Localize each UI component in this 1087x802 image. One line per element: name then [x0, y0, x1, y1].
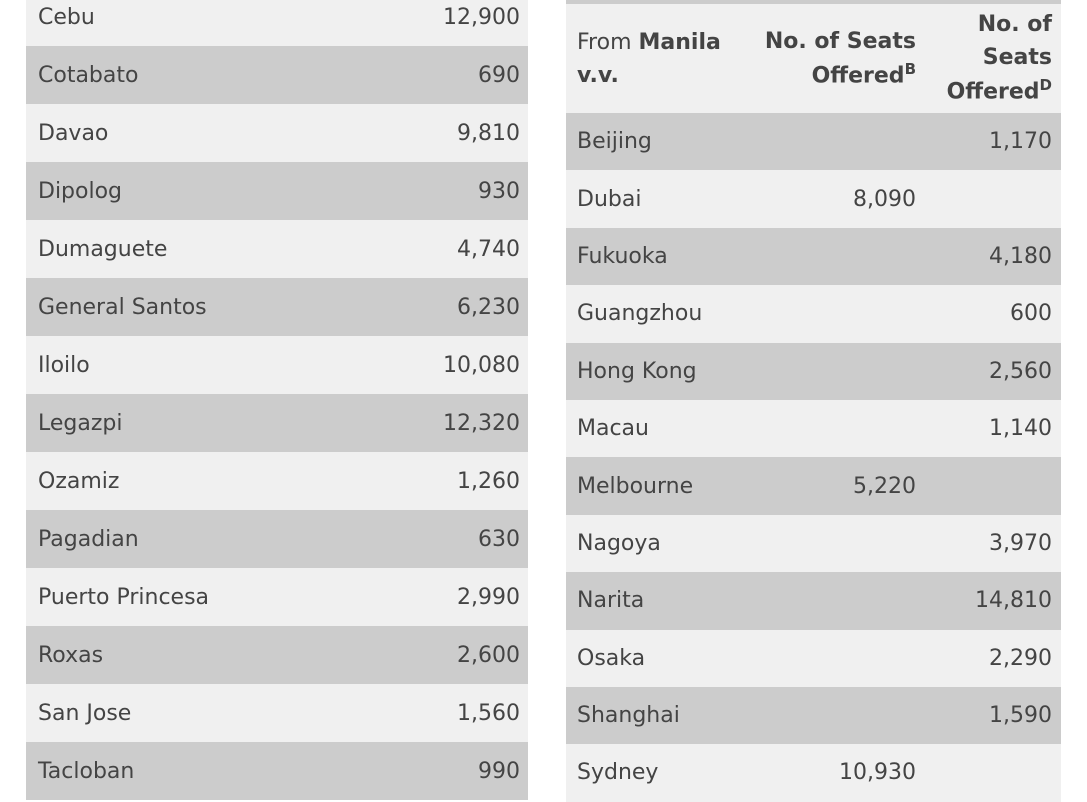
- table-row: [26, 568, 528, 626]
- table-row: [566, 343, 1061, 400]
- seats-offered: 10,080: [443, 352, 520, 378]
- seats-offered: 12,320: [443, 410, 520, 436]
- city-name: Iloilo: [38, 352, 90, 378]
- city-name: Fukuoka: [577, 243, 668, 269]
- seats-offered: 1,560: [457, 700, 520, 726]
- city-name: Puerto Princesa: [38, 584, 210, 610]
- header-from-label: From: [577, 29, 632, 55]
- seats-offered-b: 10,930: [839, 760, 916, 786]
- city-name: Tacloban: [38, 758, 135, 784]
- city-name: Melbourne: [577, 473, 694, 499]
- city-name: Pagadian: [38, 526, 139, 552]
- table-row: [566, 457, 1061, 514]
- header-b-line1: No. of Seats: [764, 28, 916, 54]
- footnote-d-marker: D: [1039, 76, 1052, 95]
- city-name: Narita: [577, 588, 645, 614]
- table-row: [566, 170, 1061, 227]
- seats-offered-b: 5,220: [853, 473, 916, 499]
- city-name: Hong Kong: [577, 358, 697, 384]
- seats-offered-d: 2,290: [989, 645, 1052, 671]
- seats-offered: 4,740: [457, 236, 520, 262]
- city-name: Shanghai: [577, 703, 680, 729]
- table-row: [26, 104, 528, 162]
- seats-offered-d: 4,180: [989, 243, 1052, 269]
- city-name: Macau: [577, 416, 649, 442]
- city-name: Roxas: [38, 642, 104, 668]
- international-seats-table: [566, 0, 1061, 802]
- seats-offered: 1,260: [457, 468, 520, 494]
- city-name: Sydney: [577, 760, 659, 786]
- table-row: [566, 113, 1061, 170]
- table-row: [566, 630, 1061, 687]
- table-row: [566, 400, 1061, 457]
- seats-offered: 930: [478, 178, 520, 204]
- seats-offered: 6,230: [457, 294, 520, 320]
- domestic-seats-table: [26, 0, 528, 800]
- table-row: [566, 687, 1061, 744]
- city-name: Dumaguete: [38, 236, 168, 262]
- table-row: [26, 336, 528, 394]
- seats-offered-d: 1,170: [989, 129, 1052, 155]
- seats-offered-b: 8,090: [853, 186, 916, 212]
- table-row: [26, 220, 528, 278]
- seats-offered-d: 1,590: [989, 703, 1052, 729]
- seats-offered: 2,600: [457, 642, 520, 668]
- city-name: Ozamiz: [38, 468, 120, 494]
- city-name: Guangzhou: [577, 301, 703, 327]
- table-row: [566, 515, 1061, 572]
- seats-offered-d: 600: [1010, 301, 1052, 327]
- city-name: Davao: [38, 120, 109, 146]
- city-name: Osaka: [577, 645, 646, 671]
- city-name: Dipolog: [38, 178, 123, 204]
- seats-offered-d: 1,140: [989, 416, 1052, 442]
- table-row: [26, 278, 528, 336]
- header-d-line2: Seats: [982, 45, 1052, 71]
- domestic-rows: [26, 0, 528, 800]
- seats-offered-d: 14,810: [975, 588, 1052, 614]
- seats-offered: 630: [478, 526, 520, 552]
- footnote-b-marker: B: [904, 59, 916, 78]
- header-seats-offered-b: [756, 25, 916, 92]
- table-row: [26, 162, 528, 220]
- seats-offered-d: 2,560: [989, 358, 1052, 384]
- table-row: [26, 46, 528, 104]
- table-row: [566, 285, 1061, 342]
- seats-offered: 990: [478, 758, 520, 784]
- table-row: [26, 510, 528, 568]
- table-header: [566, 4, 1061, 113]
- table-row: [566, 572, 1061, 629]
- city-name: Legazpi: [38, 410, 123, 436]
- seats-offered: 9,810: [457, 120, 520, 146]
- table-row: [26, 742, 528, 800]
- city-name: Beijing: [577, 129, 652, 155]
- seats-offered: 690: [478, 62, 520, 88]
- table-row: [26, 394, 528, 452]
- table-row: [566, 744, 1061, 801]
- table-row: [26, 0, 528, 46]
- city-name: General Santos: [38, 294, 207, 320]
- header-route: [566, 26, 756, 92]
- header-d-line3: Offered: [946, 79, 1040, 105]
- city-name: Cotabato: [38, 62, 139, 88]
- seats-offered: 2,990: [457, 584, 520, 610]
- seats-offered: 12,900: [443, 4, 520, 30]
- table-row: [26, 684, 528, 742]
- table-row: [26, 452, 528, 510]
- city-name: Cebu: [38, 4, 95, 30]
- seats-offered-d: 3,970: [989, 530, 1052, 556]
- header-origin-city: Manila: [638, 29, 721, 55]
- table-row: [26, 626, 528, 684]
- city-name: Dubai: [577, 186, 642, 212]
- header-vv: v.v.: [577, 62, 619, 88]
- header-seats-offered-d: [916, 8, 1061, 108]
- header-d-line1: No. of: [977, 12, 1052, 38]
- international-rows: [566, 113, 1061, 802]
- table-row: [566, 228, 1061, 285]
- city-name: Nagoya: [577, 530, 661, 556]
- header-b-line2: Offered: [811, 63, 905, 89]
- city-name: San Jose: [38, 700, 132, 726]
